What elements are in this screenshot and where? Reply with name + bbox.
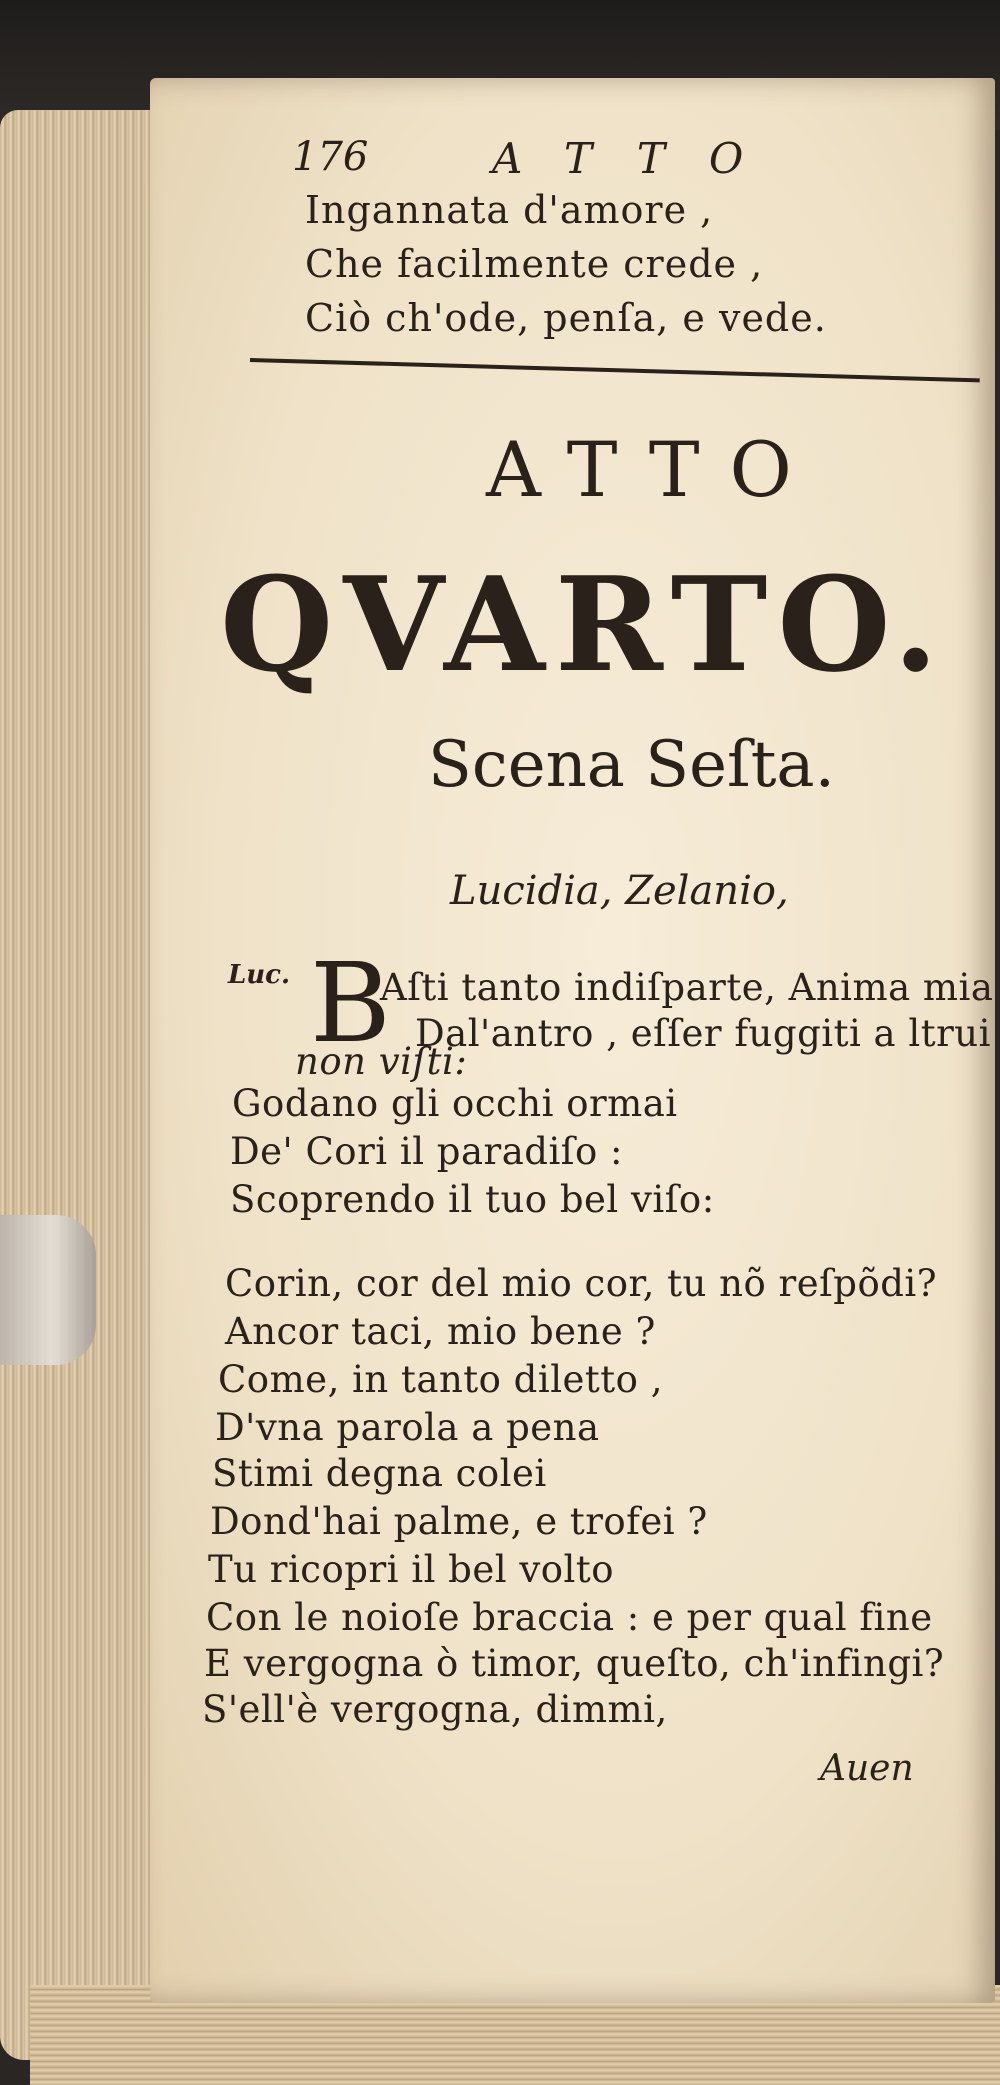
speech-line: Aſti tanto indiſparte, Anima mia xyxy=(380,966,994,1009)
speech-line: De' Cori il paradiſo : xyxy=(230,1130,623,1173)
speech-line: Dond'hai palme, e trofei ? xyxy=(210,1500,708,1543)
act-heading-quarto: QVARTO. xyxy=(220,548,949,701)
speech-line: Come, in tanto diletto , xyxy=(218,1358,663,1401)
speaker-label: Luc. xyxy=(228,960,291,990)
characters-line: Lucidia, Zelanio, xyxy=(450,868,789,914)
speech-line: Godano gli occhi ormai xyxy=(232,1082,678,1125)
catchword: Auen xyxy=(820,1748,914,1789)
drop-cap: B xyxy=(310,939,391,1067)
verse-line: Che facilmente crede , xyxy=(305,242,764,286)
speech-line: Corin, cor del mio cor, tu nõ reſpõdi? xyxy=(225,1262,938,1305)
page-clip xyxy=(0,1215,96,1365)
page-number: 176 xyxy=(292,134,369,180)
speech-line: Tu ricopri il bel volto xyxy=(208,1548,615,1591)
speech-line: E vergogna ò timor, queſto, ch'infingi? xyxy=(204,1642,945,1685)
speech-line: Stimi degna colei xyxy=(212,1452,547,1495)
speech-line: D'vna parola a pena xyxy=(215,1406,600,1449)
speech-line: Scoprendo il tuo bel viſo: xyxy=(230,1178,715,1221)
act-heading-atto: ATTO xyxy=(486,425,822,514)
speech-line: S'ell'è vergogna, dimmi, xyxy=(202,1688,668,1731)
speech-line: Con le noioſe braccia : e per qual fine xyxy=(206,1596,933,1639)
running-title: ATTO xyxy=(492,134,788,183)
verse-line: Ciò ch'ode, penſa, e vede. xyxy=(305,296,827,340)
scene-heading: Scena Seſta. xyxy=(428,728,835,802)
speech-line: Ancor taci, mio bene ? xyxy=(225,1310,656,1353)
speech-line: Dal'antro , eſſer fuggiti a ltrui xyxy=(415,1012,991,1055)
speech-line: non viſti: xyxy=(295,1040,468,1083)
verse-line: Ingannata d'amore , xyxy=(305,188,714,232)
